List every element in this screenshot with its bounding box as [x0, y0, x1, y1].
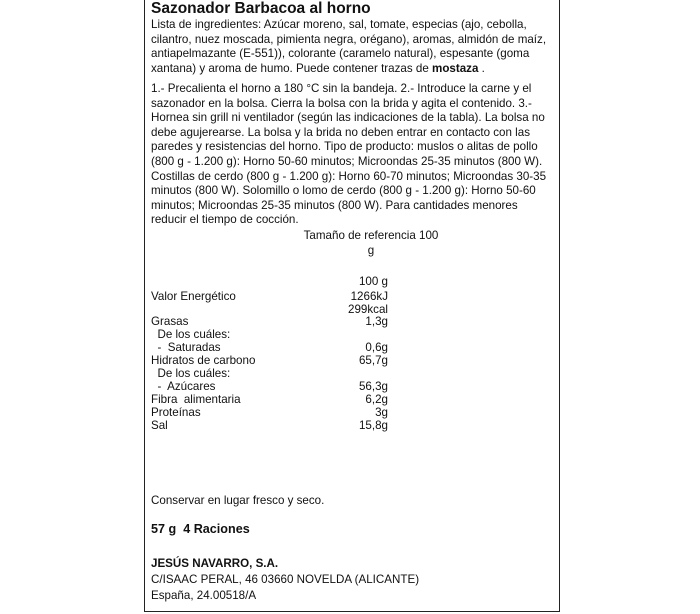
- cooking-instructions: 1.- Precalienta el horno a 180 °C sin la bandeja. 2.- Introduce la carne y el sazonador en la bolsa. Cierra la bolsa con la brida y agita el contenido. 3.- Hornea sin grill ni ventilador (según las indicaciones de la tabla). La bolsa no debe agujerearse. La bolsa y la brida no deben entrar en contacto con las paredes y resistencias del horno. Tipo de producto: muslos o alitas de pollo (800 g - 1.200 g): Horno 50-60 minutos; Microondas 25-35 minutos (800 W). Costillas de cerdo (800 g - 1.200 g): Horno 60-70 minutos; Microondas 30-35 minutos (800 W). Solomillo o lomo de cerdo (800 g - 1.200 g): Horno 50-60 minutos; Microondas 25-35 minutos (800 W). Para cantidades menores reducir el tiempo de cocción.: [151, 82, 547, 227]
- allergen-mustard: mostaza: [432, 61, 479, 75]
- company-name: JESÚS NAVARRO, S.A.: [151, 557, 279, 570]
- nutrient-value: 6,2g: [365, 393, 388, 406]
- ingredients-list: [151, 18, 553, 76]
- company-registry: España, 24.00518/A: [151, 589, 257, 602]
- nutrient-name: Valor Energético: [151, 290, 236, 303]
- storage-instructions: Conservar en lugar fresco y seco.: [151, 494, 325, 507]
- nutrient-name: Proteínas: [151, 406, 201, 419]
- net-weight: 57 g: [151, 522, 177, 536]
- nutrient-name: Grasas: [151, 315, 189, 328]
- servings: 4 Raciones: [183, 522, 250, 536]
- allergen-suffix: .: [478, 61, 485, 75]
- net-weight-line: [151, 522, 250, 537]
- product-title: Sazonador Barbacoa al horno: [151, 0, 371, 17]
- nutrient-name: Sal: [151, 419, 168, 432]
- company-address: C/ISAAC PERAL, 46 03660 NOVELDA (ALICANTE): [151, 573, 420, 586]
- nutrient-name: - Saturadas: [151, 341, 221, 354]
- nutrient-name: - Azúcares: [151, 380, 216, 393]
- nutrient-value: 65,7g: [358, 354, 388, 367]
- nutrient-name: Hidratos de carbono: [151, 354, 256, 367]
- nutrient-value-secondary: 299kcal: [348, 303, 388, 316]
- nutrient-value: 56,3g: [358, 380, 388, 393]
- nutrient-value: 1,3g: [365, 315, 388, 328]
- nutrient-value: 0,6g: [365, 341, 388, 354]
- nutrient-value: 15,8g: [358, 419, 388, 432]
- nutrient-name: De los cuáles:: [151, 328, 231, 341]
- nutrient-name: Fibra alimentaria: [151, 393, 241, 406]
- nutrition-column-header: 100 g: [358, 275, 388, 288]
- nutrient-value: 3g: [375, 406, 388, 419]
- nutrient-value: 1266kJ: [350, 290, 388, 303]
- ingredients-text: Lista de ingredientes: Azúcar moreno, sal, tomate, especias (ajo, cebolla, cilantro, nuez moscada, pimienta negra, orégano), aromas, almidón de maíz, antiapelmazante (E-551)), colorante (caramelo natural), espesante (goma xantana) y aroma de humo. Puede contener trazas de: [151, 18, 547, 75]
- nutrient-name: De los cuáles:: [151, 367, 231, 380]
- reference-size: Tamaño de referencia 100 g: [303, 229, 439, 257]
